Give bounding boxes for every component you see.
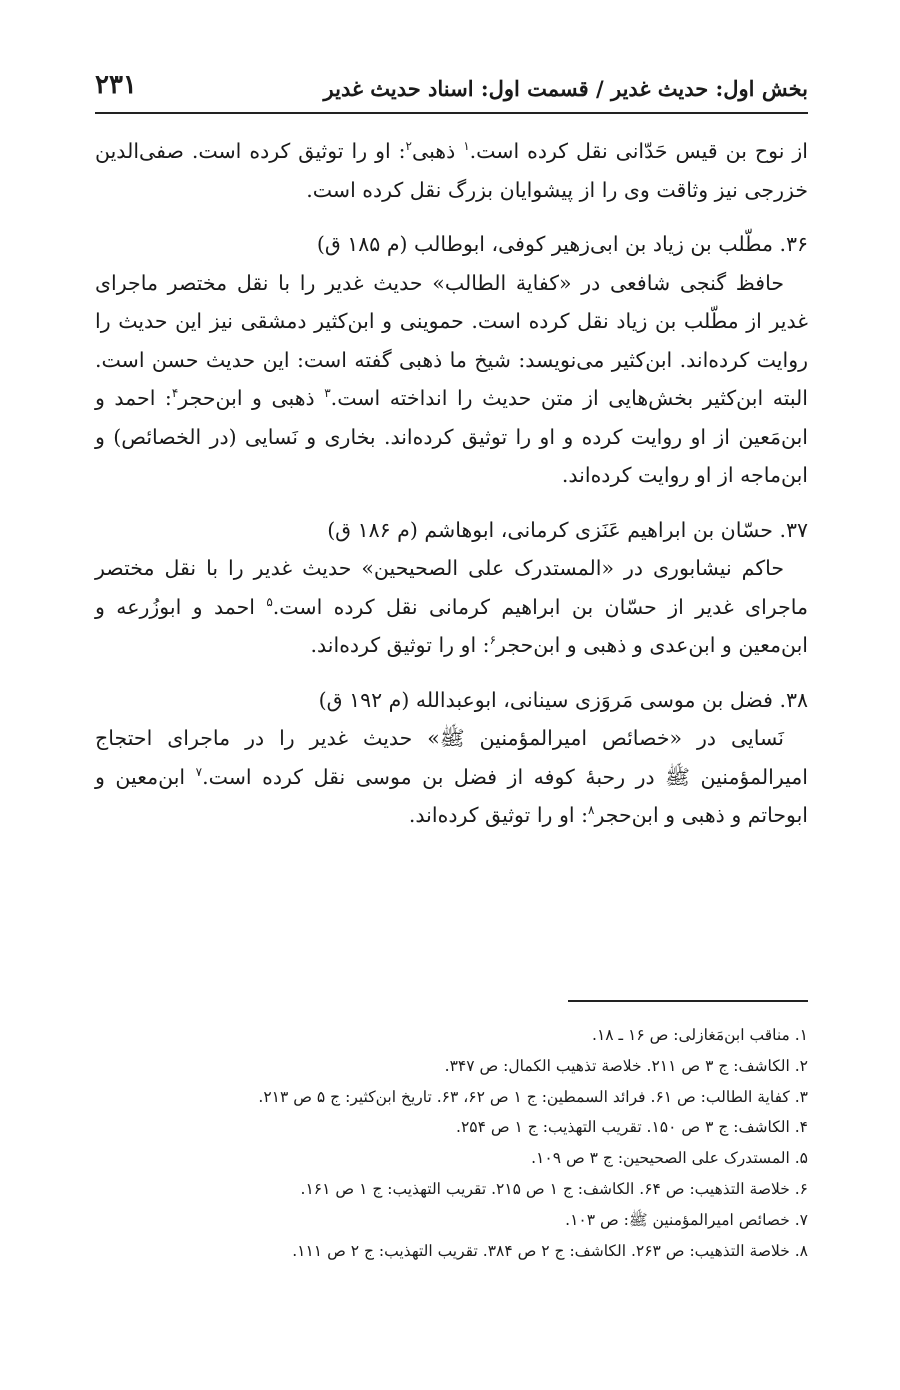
footnote-8: ۸. خلاصة التذهیب: ص ۲۶۳. الکاشف: ج ۲ ص ۳۸۴. تقریب التهذیب: ج ۲ ص ۱۱۱. xyxy=(292,1241,808,1260)
book-page xyxy=(95,70,808,1350)
text-run: : احمد و ابن‌مَعین از او روایت کرده و او را توثیق کرده‌اند. بخاری و نَسایی (در الخصائص) و ابن‌ماجه از او روایت کرده‌اند. xyxy=(95,386,808,487)
header-title: بخش اول: حدیث غدیر / قسمت اول: اسناد حدیث غدیر xyxy=(323,76,808,101)
section-heading-38: ۳۸. فضل بن موسی مَروَزی سینانی، ابوعبدالله (م ۱۹۲ ق) xyxy=(318,687,808,712)
footnote-ref-3: ۳ xyxy=(324,386,331,401)
text-run: : او را توثیق کرده‌اند. xyxy=(408,803,588,827)
running-header xyxy=(95,70,808,114)
footnote-2: ۲. الکاشف: ج ۳ ص ۲۱۱. خلاصة تذهیب الکمال: ص ۳۴۷. xyxy=(444,1056,808,1075)
text-run: : او را توثیق کرده‌اند. xyxy=(310,633,490,657)
footnote-4: ۴. الکاشف: ج ۳ ص ۱۵۰. تقریب التهذیب: ج ۱ ص ۲۵۴. xyxy=(456,1118,808,1137)
footnote-3: ۳. کفایة الطالب: ص ۶۱. فرائد السمطین: ج ۱ ص ۶۲، ۶۳. تاریخ ابن‌کثیر: ج ۵ ص ۲۱۳. xyxy=(258,1087,808,1106)
section-heading-36: ۳۶. مطّلب بن زیاد بن ابی‌زهیر کوفی، ابوطالب (م ۱۸۵ ق) xyxy=(316,232,808,256)
text-run: ذهبی xyxy=(412,139,464,163)
footnote-6: ۶. خلاصة التذهیب: ص ۶۴. الکاشف: ج ۱ ص ۲۱۵. تقریب التهذیب: ج ۱ ص ۱۶۱. xyxy=(300,1179,808,1198)
footnote-7: ۷. خصائص امیرالمؤمنین ﷺ: ص ۱۰۳. xyxy=(565,1210,808,1229)
text-run: احمد و ابوزُرعه و ابن‌معین و ابن‌عدی و ذهبی و ابن‌حجر xyxy=(95,594,808,657)
footnote-ref-6: ۶ xyxy=(489,633,497,648)
footnote-ref-7: ۷ xyxy=(195,764,203,779)
footnote-ref-4: ۴ xyxy=(171,386,179,401)
paragraph-36 xyxy=(95,264,808,495)
text-run: از نوح بن قیس حَدّانی نقل کرده است. xyxy=(469,139,808,163)
paragraph-continuation xyxy=(95,132,808,209)
footnote-ref-1: ۱ xyxy=(463,139,470,154)
footnote-ref-5: ۵ xyxy=(266,594,273,609)
section-heading-37: ۳۷. حسّان بن ابراهیم عَنَزی کرمانی، ابوهاشم (م ۱۸۶ ق) xyxy=(327,517,808,542)
footnote-divider xyxy=(568,1000,808,1002)
footnote-ref-8: ۸ xyxy=(587,803,595,818)
footnote-ref-2: ۲ xyxy=(405,139,412,154)
text-run: نَسایی در «خصائص امیرالمؤمنین ﷺ» حدیث غدیر را در ماجرای احتجاج امیرالمؤمنین ﷺ در رحبهٔ کوفه از فضل بن موسی نقل کرده است. xyxy=(95,726,808,789)
page-number: ۲۳۱ xyxy=(95,70,137,100)
paragraph-38 xyxy=(95,719,808,835)
text-run: ابن‌معین و ابوحاتم و ذهبی و ابن‌حجر xyxy=(95,764,808,827)
text-run: ذهبی و ابن‌حجر xyxy=(178,386,325,410)
footnotes xyxy=(95,1020,808,1266)
main-text xyxy=(95,132,808,835)
footnote-5: ۵. المستدرک علی الصحیحین: ج ۳ ص ۱۰۹. xyxy=(531,1149,808,1168)
paragraph-37 xyxy=(95,549,808,665)
text-run: حافظ گنجی شافعی در «کفایة الطالب» حدیث غدیر را با نقل مختصر ماجرای غدیر از مطّلب بن زیاد نقل کرده است. حموینی و ابن‌کثیر دمشقی نیز این حدیث را روایت کرده‌اند. ابن‌کثیر می‌نویسد: شیخ ما ذهبی گفته است: این حدیث حسن است. البته ابن‌کثیر بخش‌هایی از متن حدیث را انداخته است. xyxy=(95,270,809,410)
text-run: : او را توثیق کرده است. صفی‌الدین خزرجی نیز وثاقت وی را از پیشوایان بزرگ نقل کرده است. xyxy=(95,139,808,202)
text-run: حاکم نیشابوری در «المستدرک علی الصحیحین» حدیث غدیر را با نقل مختصر ماجرای غدیر از حسّان بن ابراهیم کرمانی نقل کرده است. xyxy=(95,556,808,619)
footnote-1: ۱. مناقب ابن‌مَغازلی: ص ۱۶ ـ ۱۸. xyxy=(592,1026,808,1044)
